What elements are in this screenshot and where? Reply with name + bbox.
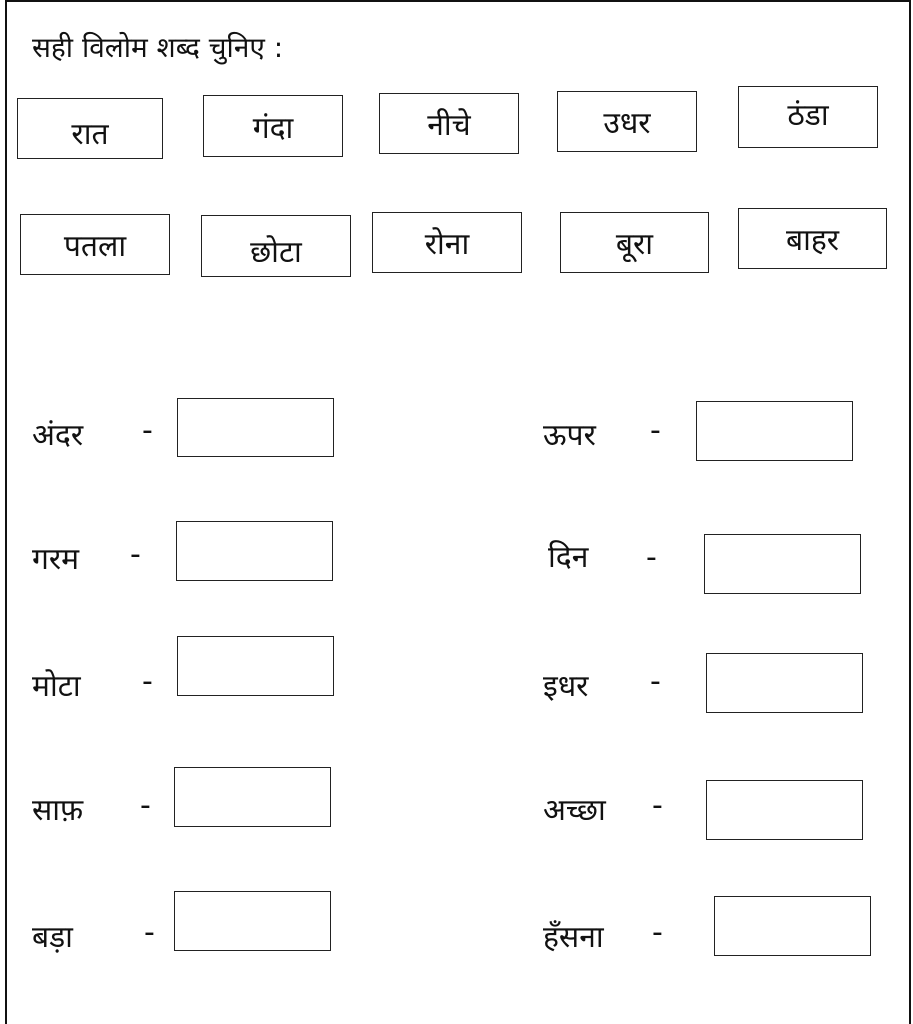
question-word: इधर xyxy=(543,669,589,704)
question-word: साफ़ xyxy=(32,793,84,828)
word-bank-item[interactable]: रोना xyxy=(372,212,522,273)
question-word: ऊपर xyxy=(543,418,596,453)
answer-box[interactable] xyxy=(704,534,861,594)
instruction-text: सही विलोम शब्द चुनिए : xyxy=(32,31,284,64)
answer-box[interactable] xyxy=(696,401,853,461)
word-bank-item[interactable]: बूरा xyxy=(560,212,709,273)
answer-box[interactable] xyxy=(177,636,334,696)
dash: - xyxy=(650,664,661,699)
word-bank-item[interactable]: ठंडा xyxy=(738,86,878,148)
question-word: हँसना xyxy=(543,920,604,955)
dash: - xyxy=(646,540,657,575)
answer-box[interactable] xyxy=(174,891,331,951)
answer-box[interactable] xyxy=(706,780,863,840)
question-word: अच्छा xyxy=(543,793,606,828)
dash: - xyxy=(140,788,151,823)
word-bank-item[interactable]: रात xyxy=(17,98,163,159)
dash: - xyxy=(130,537,141,572)
word-bank-item[interactable]: उधर xyxy=(557,91,697,152)
word-bank-item[interactable]: छोटा xyxy=(201,215,351,277)
word-bank-item[interactable]: पतला xyxy=(20,214,170,275)
answer-box[interactable] xyxy=(177,398,334,457)
answer-box[interactable] xyxy=(714,896,871,956)
question-word: दिन xyxy=(548,540,589,575)
question-word: बड़ा xyxy=(32,920,73,955)
dash: - xyxy=(144,915,155,950)
word-bank-item[interactable]: बाहर xyxy=(738,208,887,269)
dash: - xyxy=(652,915,663,950)
dash: - xyxy=(652,788,663,823)
question-word: मोटा xyxy=(32,669,81,704)
question-word: गरम xyxy=(32,542,80,577)
word-bank-item[interactable]: गंदा xyxy=(203,95,343,157)
answer-box[interactable] xyxy=(176,521,333,581)
dash: - xyxy=(142,413,153,448)
dash: - xyxy=(142,664,153,699)
word-bank-item[interactable]: नीचे xyxy=(379,93,519,154)
answer-box[interactable] xyxy=(706,653,863,713)
dash: - xyxy=(650,413,661,448)
question-word: अंदर xyxy=(32,418,84,453)
answer-box[interactable] xyxy=(174,767,331,827)
